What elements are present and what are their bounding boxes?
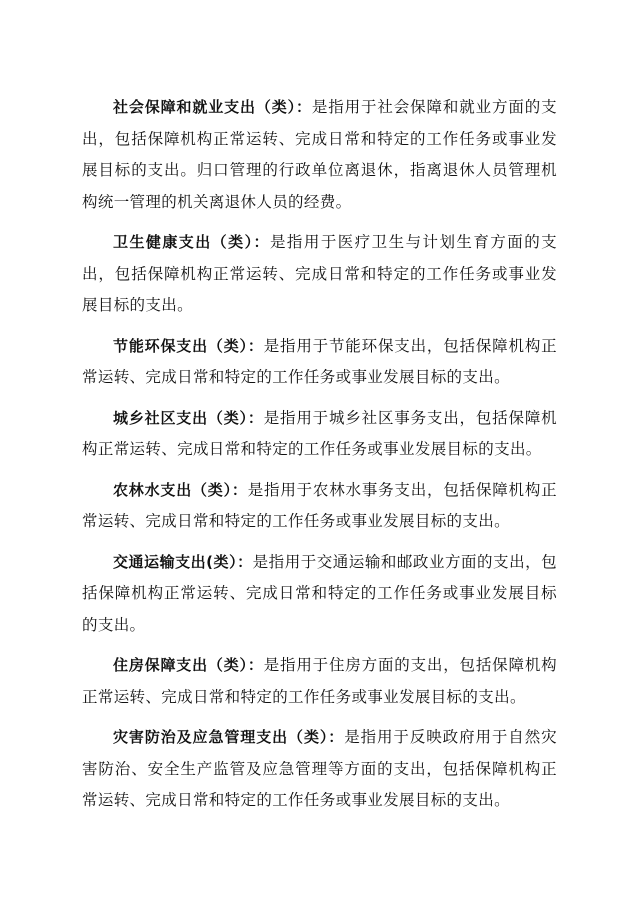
definition-energy-environment: 是指用于节能环保支出，包括保障机构正常运转、完成日常和特定的工作任务或事业发展目标的支出。 xyxy=(82,336,557,386)
definition-social-security: 是指用于社会保障和就业方面的支出，包括保障机构正常运转、完成日常和特定的工作任务或事业发展目标的支出。归口管理的行政单位离退休，指离退休人员管理机构统一管理的机关离退休人员的经费。 xyxy=(82,98,557,211)
definition-health: 是指用于医疗卫生与计划生育方面的支出，包括保障机构正常运转、完成日常和特定的工作任务或事业发展目标的支出。 xyxy=(82,233,557,314)
paragraph-health xyxy=(82,227,557,322)
paragraph-agriculture xyxy=(82,475,557,538)
term-urban-rural: 城乡社区支出（类）： xyxy=(113,408,264,427)
paragraph-housing xyxy=(82,650,557,713)
document-page xyxy=(82,92,557,826)
paragraph-disaster-emergency xyxy=(82,722,557,817)
definition-housing: 是指用于住房方面的支出，包括保障机构正常运转、完成日常和特定的工作任务或事业发展目标的支出。 xyxy=(82,656,557,706)
paragraph-social-security xyxy=(82,92,557,218)
term-housing: 住房保障支出（类）： xyxy=(113,656,264,674)
definition-disaster-emergency: 是指用于反映政府用于自然灾害防治、安全生产监管及应急管理等方面的支出，包括保障机构正常运转、完成日常和特定的工作任务或事业发展目标的支出。 xyxy=(82,728,557,809)
term-health: 卫生健康支出（类）： xyxy=(113,233,270,251)
term-transport: 交通运输支出(类）： xyxy=(113,552,253,571)
term-energy-environment: 节能环保支出（类）： xyxy=(113,336,264,355)
definition-agriculture: 是指用于农林水事务支出，包括保障机构正常运转、完成日常和特定的工作任务或事业发展目标的支出。 xyxy=(82,480,557,530)
paragraph-urban-rural xyxy=(82,403,557,466)
term-social-security: 社会保障和就业支出（类）： xyxy=(113,98,312,116)
paragraph-transport xyxy=(82,547,557,642)
term-agriculture: 农林水支出（类）： xyxy=(113,480,248,499)
definition-urban-rural: 是指用于城乡社区事务支出，包括保障机构正常运转、完成日常和特定的工作任务或事业发展目标的支出。 xyxy=(82,408,557,458)
definition-transport: 是指用于交通运输和邮政业方面的支出，包括保障机构正常运转、完成日常和特定的工作任务或事业发展目标的支出。 xyxy=(82,552,557,634)
paragraph-energy-environment xyxy=(82,331,557,394)
term-disaster-emergency: 灾害防治及应急管理支出（类）： xyxy=(113,728,345,746)
